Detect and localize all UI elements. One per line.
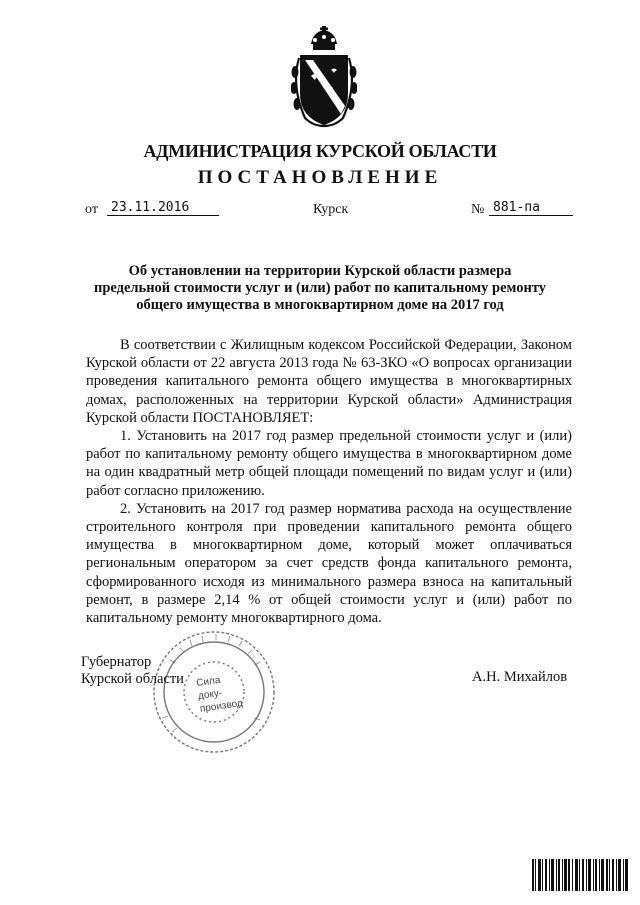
barcode-icon	[532, 859, 628, 891]
signatory-title-line: Губернатор	[81, 654, 152, 670]
document-city: Курск	[313, 202, 349, 217]
document-number-label: №	[471, 202, 485, 217]
stamp-text-line: Сила	[195, 674, 222, 690]
document-number: 881-па	[489, 200, 573, 216]
document-date: 23.11.2016	[107, 200, 219, 216]
document-body	[86, 336, 572, 627]
organization-name: АДМИНИСТРАЦИЯ КУРСКОЙ ОБЛАСТИ	[143, 141, 497, 161]
stamp-text-line: доку-	[197, 687, 223, 702]
subject-line: Об установлении на территории Курской области размера	[128, 263, 512, 279]
document-type-title: ПОСТАНОВЛЕНИЕ	[197, 167, 443, 188]
signatory-title-line: Курской области	[81, 671, 184, 687]
signatory-title	[81, 654, 184, 688]
subject-line: предельной стоимости услуг и (или) работ по капитальному ремонту	[93, 280, 547, 296]
stamp-text	[195, 671, 243, 716]
subject-line: общего имущества в многоквартирном доме на 2017 год	[136, 297, 504, 313]
body-paragraph-item-1: 1. Установить на 2017 год размер предельной стоимости услуг и (или) работ по капитальному ремонту общего имущества в многоквартирном доме на один квадратный метр общей площади помещений по видам услуг и (или) работ согласно приложению.	[86, 428, 572, 499]
document-subject	[60, 263, 580, 314]
body-paragraph-item-2: 2. Установить на 2017 год размер норматива расхода на осуществление строительного контроля при проведении капитального ремонта общего имущества в многоквартирном доме, который может оплачиваться региональным оператором за счет средств фонда капитального ремонта, сформированного исходя из минимального размера взноса на капитальный ремонт, в размере 2,14 % от общей стоимости услуг и (или) работ по капитальному ремонту многоквартирного дома.	[86, 500, 572, 627]
stamp-text-line: производ	[199, 697, 244, 715]
date-number-line	[85, 202, 575, 222]
coat-of-arms-icon	[291, 26, 357, 128]
date-from-label: от	[85, 202, 98, 217]
body-paragraph-preamble: В соответствии с Жилищным кодексом Российской Федерации, Законом Курской области от 22 августа 2013 года № 63-ЗКО «О вопросах организации проведения капитального ремонта общего имущества в многоквартирных домах, расположенных на территории Курской области» Администрация Курской области ПОСТАНОВЛЯЕТ:	[86, 337, 572, 426]
signatory-name: А.Н. Михайлов	[472, 669, 568, 685]
